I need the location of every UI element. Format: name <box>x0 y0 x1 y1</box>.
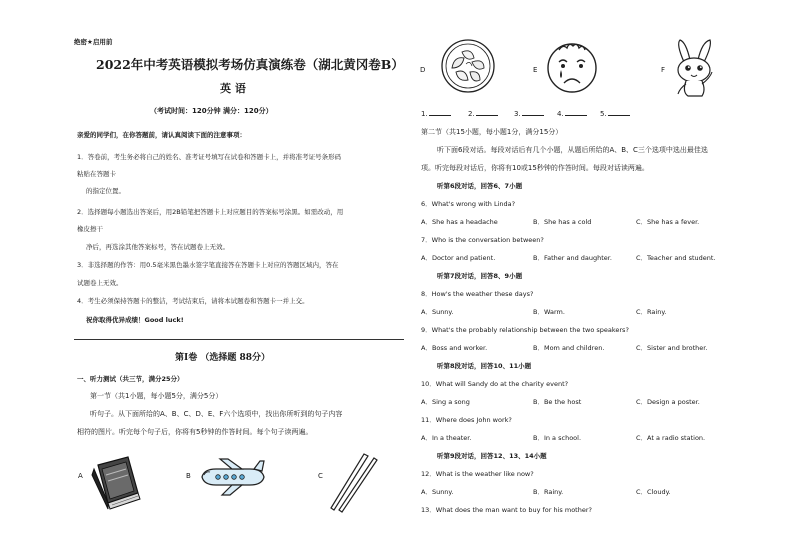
option-a[interactable]: A．Sing a song <box>421 398 470 406</box>
option-b[interactable]: B．Be the host <box>533 398 582 406</box>
instructions-greeting: 亲爱的同学们，在你答题前，请认真阅读下面的注意事项： <box>77 131 246 139</box>
option-a[interactable]: A．In a theater. <box>421 434 472 442</box>
option-a[interactable]: A．Sunny. <box>421 308 454 316</box>
divider <box>74 339 404 340</box>
option-c[interactable]: C．She has a fever. <box>636 218 700 226</box>
option-c[interactable]: C．Cloudy. <box>636 488 671 496</box>
exam-title: 2022年中考英语模拟考场仿真演练卷（湖北黄冈卷B） <box>96 57 404 72</box>
picture-label-f: F <box>661 66 666 74</box>
section-two-title: 第二节（共15小题，每小题1分，满分15分） <box>421 128 563 136</box>
blank-number: 4. <box>557 110 564 118</box>
picture-label-a: A <box>78 472 83 480</box>
instruction-line: 4．考生必须保持答题卡的整洁，考试结束后，请将本试题卷和答题卡一并上交。 <box>77 297 309 305</box>
rabbit-icon <box>666 38 726 100</box>
blank-number: 3. <box>514 110 521 118</box>
picture-label-c: C <box>318 472 323 480</box>
option-b[interactable]: B．Father and daughter. <box>533 254 612 262</box>
blank-number: 1. <box>421 110 428 118</box>
answer-blank-1[interactable] <box>421 110 451 118</box>
instruction-line: 1．答卷前，考生务必将自己的姓名、准考证号填写在试卷和答题卡上，并将准考证号条形码 <box>77 153 342 161</box>
listening-section-title: 一、听力测试（共三节，满分25分） <box>77 375 184 383</box>
option-b[interactable]: B．She has a cold <box>533 218 592 226</box>
option-b[interactable]: B．Warm. <box>533 308 565 316</box>
food-plate-icon <box>440 38 496 94</box>
question-text: 10．What will Sandy do at the charity event? <box>421 380 569 388</box>
option-c[interactable]: C．Teacher and student. <box>636 254 716 262</box>
exam-info: （考试时间：120分钟 满分：120分） <box>150 107 273 115</box>
instruction-line: 试题卷上无效。 <box>77 279 123 287</box>
answer-blank-4[interactable] <box>557 110 587 118</box>
section-two-desc: 项。听完每段对话后，你将有10或15秒钟的作答时间。每段对话读两遍。 <box>421 164 649 172</box>
picture-label-d: D <box>420 66 426 74</box>
section-one-title: 第一节（共1小题，每小题5分，满分5分） <box>90 392 223 400</box>
section-one-desc: 听句子。从下面所给的A、B、C、D、E、F六个选项中，找出你所听到的句子内容 <box>90 410 343 418</box>
crying-face-icon <box>545 40 599 94</box>
dialog-heading: 听第8段对话，回答10、11小题 <box>437 362 532 370</box>
instruction-line: 净后，再选涂其他答案标号，答在试题卷上无效。 <box>86 243 229 251</box>
instruction-line: 3．非选择题的作答：用0.5毫米黑色墨水签字笔直接答在答题卡上对应的答题区域内，答在 <box>77 261 339 269</box>
option-c[interactable]: C．Rainy. <box>636 308 667 316</box>
blank-number: 5. <box>600 110 607 118</box>
option-a[interactable]: A．Sunny. <box>421 488 454 496</box>
chopsticks-icon <box>328 452 378 512</box>
picture-label-e: E <box>533 66 538 74</box>
option-c[interactable]: C．Sister and brother. <box>636 344 708 352</box>
instruction-line: 的指定位置。 <box>86 187 125 195</box>
question-text: 9．What's the probably relationship between the two speakers? <box>421 326 629 334</box>
question-text: 6．What's wrong with Linda? <box>421 200 516 208</box>
question-text: 11．Where does John work? <box>421 416 512 424</box>
blank-number: 2. <box>468 110 475 118</box>
instruction-line: 橡皮擦干 <box>77 225 103 233</box>
question-text: 8．How's the weather these days? <box>421 290 534 298</box>
question-text: 13．What does the man want to buy for his mother? <box>421 506 592 514</box>
question-text: 12．What is the weather like now? <box>421 470 534 478</box>
question-text: 7．Who is the conversation between? <box>421 236 544 244</box>
option-a[interactable]: A．She has a headache <box>421 218 498 226</box>
option-a[interactable]: A．Boss and worker. <box>421 344 488 352</box>
option-b[interactable]: B．Mom and children. <box>533 344 605 352</box>
airplane-icon <box>198 457 268 497</box>
picture-label-b: B <box>186 472 191 480</box>
part-one-title: 第Ⅰ卷 （选择题 88分） <box>175 353 271 363</box>
answer-blank-3[interactable] <box>514 110 544 118</box>
subject-title: 英 语 <box>220 82 246 95</box>
dialog-heading: 听第7段对话，回答8、9小题 <box>437 272 523 280</box>
option-c[interactable]: C．At a radio station. <box>636 434 706 442</box>
answer-blank-5[interactable] <box>600 110 630 118</box>
option-b[interactable]: B．In a school. <box>533 434 582 442</box>
dialog-heading: 听第6段对话，回答6、7小题 <box>437 182 523 190</box>
option-b[interactable]: B．Rainy. <box>533 488 564 496</box>
confidential-mark: 绝密★启用前 <box>74 38 113 46</box>
dialog-heading: 听第9段对话，回答12、13、14小题 <box>437 452 547 460</box>
instruction-line: 2．选择题每小题选出答案后，用2B铅笔把答题卡上对应题目的答案标号涂黑。如需改动，用 <box>77 208 344 216</box>
option-a[interactable]: A．Doctor and patient. <box>421 254 496 262</box>
instruction-line: 粘贴在答题卡 <box>77 170 116 178</box>
option-c[interactable]: C．Design a poster. <box>636 398 700 406</box>
section-two-desc: 听下面6段对话。每段对话后有几个小题，从题后所给的A、B、C三个选项中选出最佳选 <box>437 146 708 154</box>
good-luck-wish: 祝你取得优异成绩！Good luck! <box>86 316 184 324</box>
answer-blank-2[interactable] <box>468 110 498 118</box>
section-one-desc: 相符的图片。听完每个句子后，你将有5秒钟的作答时间。每个句子读两遍。 <box>77 428 313 436</box>
book-icon <box>88 455 146 511</box>
